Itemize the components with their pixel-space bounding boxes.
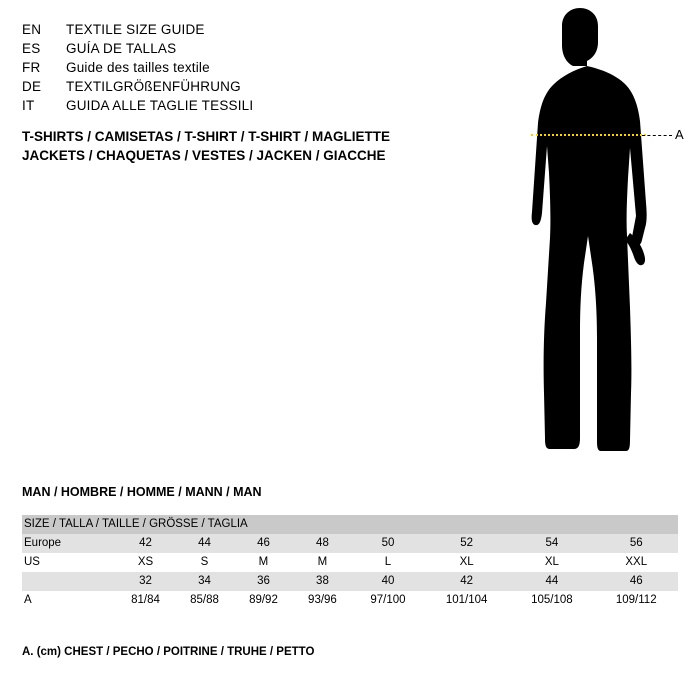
category-block: [22, 127, 492, 165]
cell: L: [352, 553, 424, 572]
language-code: DE: [22, 79, 42, 94]
cell: 46: [234, 534, 293, 553]
cell: 38: [293, 572, 352, 591]
language-row: [22, 60, 442, 79]
size-table-wrapper: [22, 515, 678, 610]
cell: 54: [509, 534, 594, 553]
language-header-block: [22, 22, 442, 117]
cell: XS: [116, 553, 175, 572]
cell: 32: [116, 572, 175, 591]
language-code: EN: [22, 22, 42, 37]
cell: 40: [352, 572, 424, 591]
chest-measure-line: [531, 134, 646, 136]
cell: M: [234, 553, 293, 572]
size-table: [22, 515, 678, 610]
category-jackets: JACKETS / CHAQUETAS / VESTES / JACKEN / GIACCHE: [22, 148, 386, 163]
footnote-chest: A. (cm) CHEST / PECHO / POITRINE / TRUHE / PETTO: [22, 646, 315, 658]
table-row: [22, 553, 678, 572]
cell: 52: [424, 534, 509, 553]
table-row: [22, 591, 678, 610]
cell: M: [293, 553, 352, 572]
language-title: TEXTILGRÖßENFÜHRUNG: [66, 79, 241, 94]
cell: 85/88: [175, 591, 234, 610]
language-title: GUIDA ALLE TAGLIE TESSILI: [66, 98, 254, 113]
language-row: [22, 98, 442, 117]
language-row: [22, 41, 442, 60]
cell: 48: [293, 534, 352, 553]
language-title: TEXTILE SIZE GUIDE: [66, 22, 205, 37]
cell: 105/108: [509, 591, 594, 610]
cell: 42: [424, 572, 509, 591]
cell: 93/96: [293, 591, 352, 610]
cell: S: [175, 553, 234, 572]
cell: 34: [175, 572, 234, 591]
cell: 50: [352, 534, 424, 553]
category-tshirts: T-SHIRTS / CAMISETAS / T-SHIRT / T-SHIRT / MAGLIETTE: [22, 129, 391, 144]
language-title: Guide des tailles textile: [66, 60, 210, 75]
cell: XXL: [594, 553, 678, 572]
chest-measure-label: A: [675, 127, 684, 142]
language-row: [22, 22, 442, 41]
language-row: [22, 79, 442, 98]
cell: 101/104: [424, 591, 509, 610]
table-header-label: SIZE / TALLA / TAILLE / GRÖSSE / TAGLIA: [22, 515, 678, 534]
cell: 42: [116, 534, 175, 553]
man-silhouette-figure: [470, 8, 690, 468]
table-row: [22, 572, 678, 591]
language-code: IT: [22, 98, 35, 113]
table-header-row: [22, 515, 678, 534]
group-title-man: MAN / HOMBRE / HOMME / MANN / MAN: [22, 485, 262, 499]
language-code: FR: [22, 60, 41, 75]
row-label: US: [22, 553, 116, 572]
cell: 97/100: [352, 591, 424, 610]
cell: 109/112: [594, 591, 678, 610]
cell: 56: [594, 534, 678, 553]
row-label: A: [22, 591, 116, 610]
language-title: GUÍA DE TALLAS: [66, 41, 177, 56]
cell: 44: [175, 534, 234, 553]
cell: 89/92: [234, 591, 293, 610]
cell: XL: [424, 553, 509, 572]
cell: 36: [234, 572, 293, 591]
cell: 44: [509, 572, 594, 591]
row-label: [22, 572, 116, 591]
language-code: ES: [22, 41, 41, 56]
silhouette-icon: [470, 8, 690, 468]
table-row: [22, 534, 678, 553]
row-label: Europe: [22, 534, 116, 553]
cell: XL: [509, 553, 594, 572]
cell: 81/84: [116, 591, 175, 610]
cell: 46: [594, 572, 678, 591]
chest-pointer-line: [642, 135, 672, 136]
